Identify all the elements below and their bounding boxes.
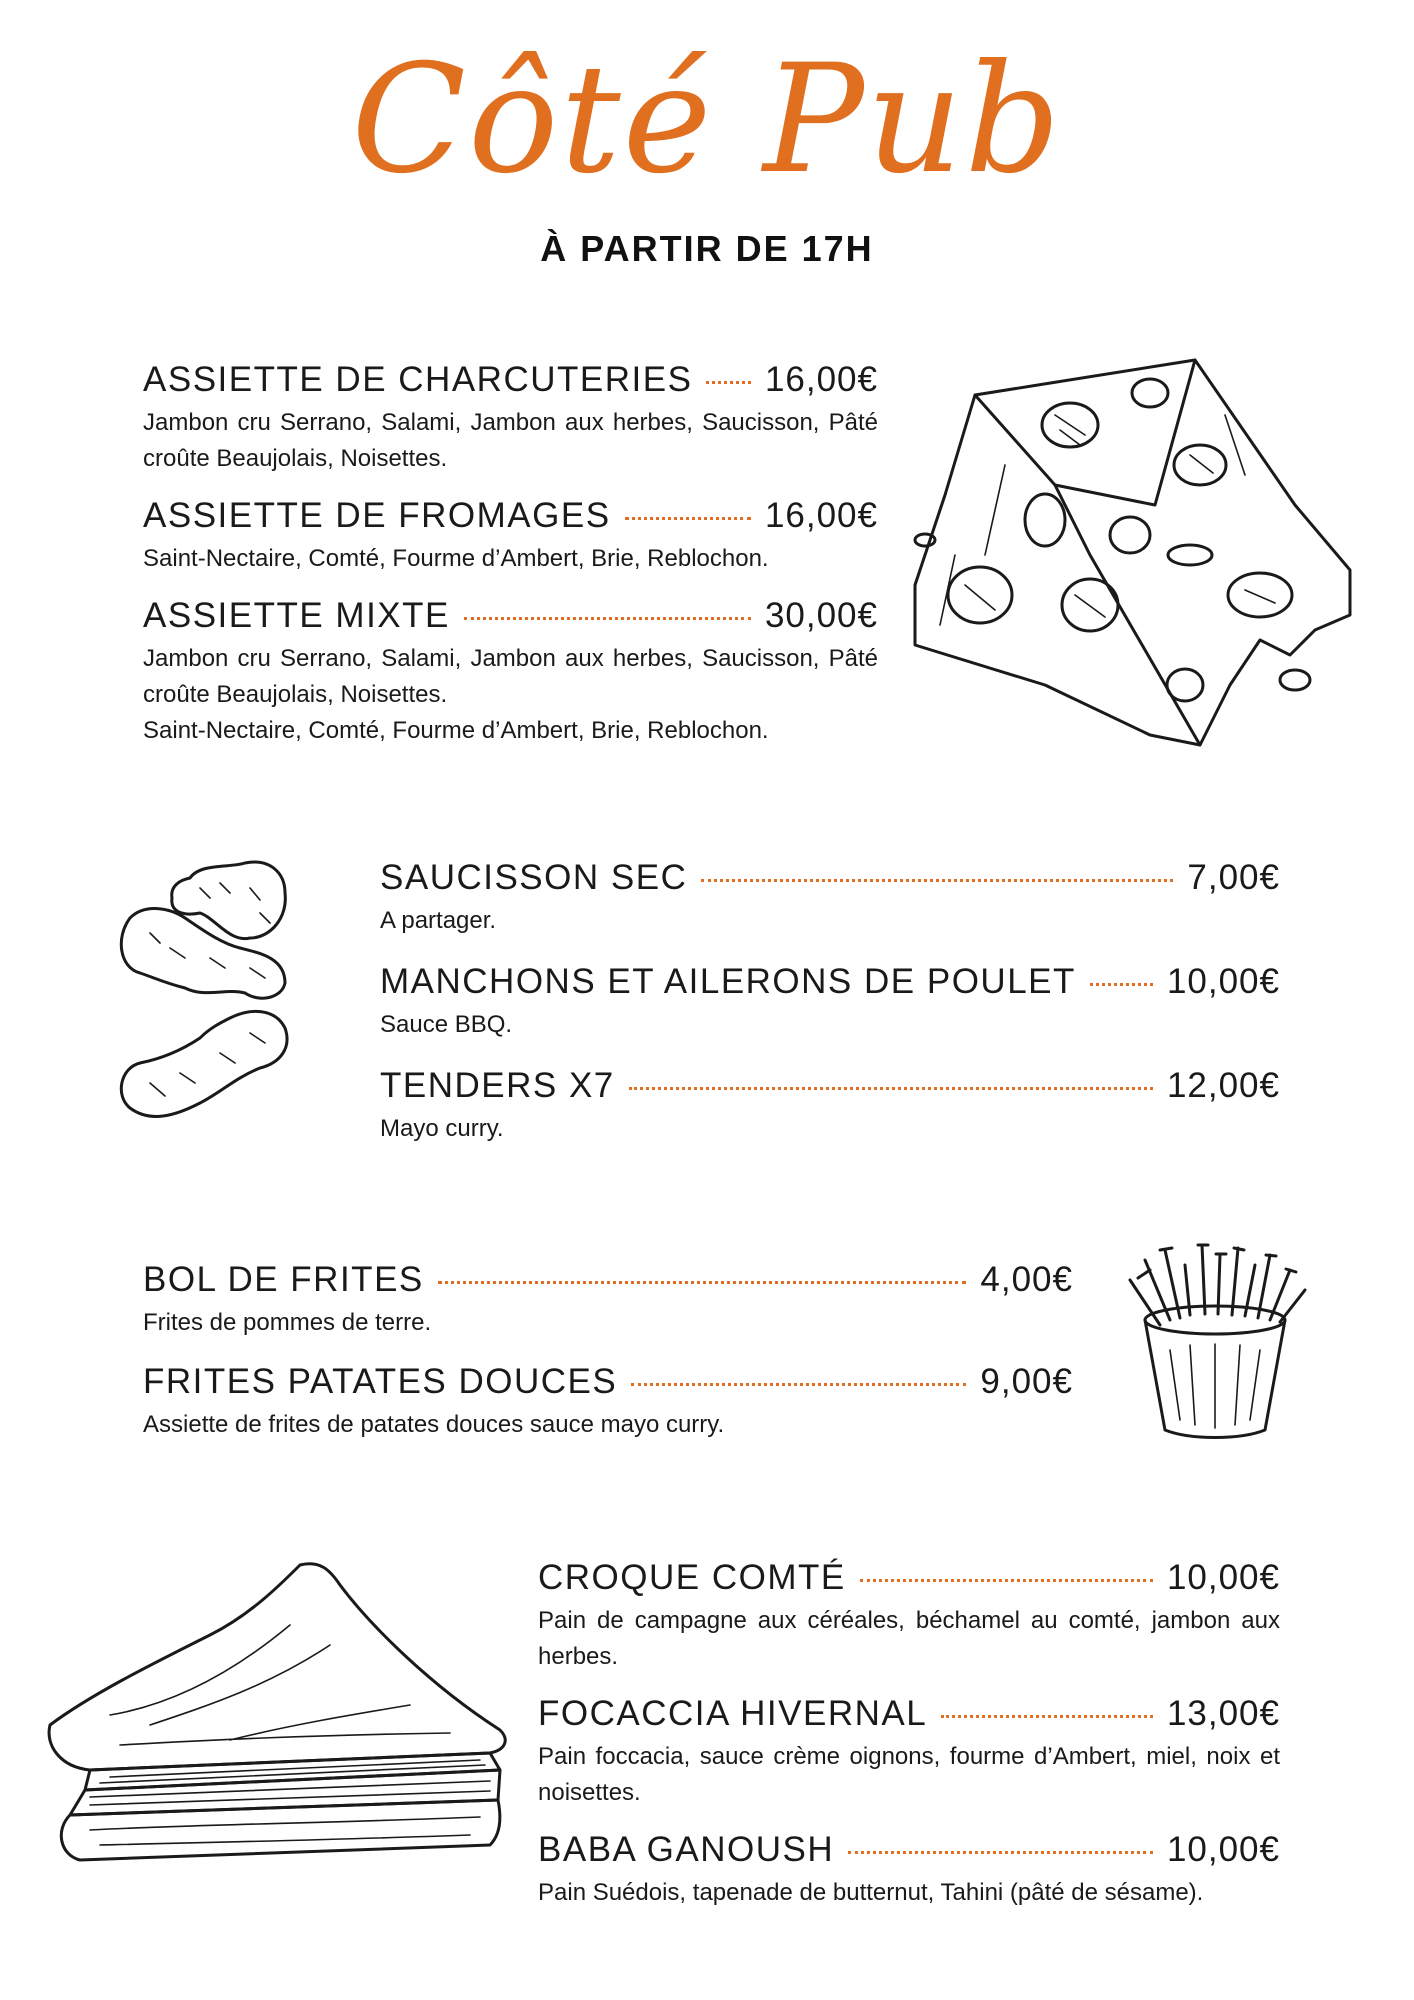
menu-item	[380, 1061, 1280, 1147]
item-description: Jambon cru Serrano, Salami, Jambon aux herbes, Saucisson, Pâté croûte Beaujolais, Noisettes.	[143, 409, 878, 472]
item-name: ASSIETTE DE FROMAGES	[143, 496, 611, 535]
menu-item	[380, 853, 1280, 939]
menu-item	[143, 1255, 1073, 1341]
menu-item	[143, 591, 878, 749]
item-price: 7,00€	[1187, 858, 1280, 897]
item-name: BOL DE FRITES	[143, 1260, 424, 1299]
page-title: Côté Pub	[351, 33, 1063, 207]
dot-leader	[941, 1715, 1153, 1718]
sandwich-illustration	[30, 1555, 510, 1875]
dot-leader	[625, 517, 751, 520]
item-name: FRITES PATATES DOUCES	[143, 1362, 618, 1401]
item-name: MANCHONS ET AILERONS DE POULET	[380, 962, 1076, 1001]
menu-item	[143, 355, 878, 477]
dot-leader	[629, 1087, 1153, 1090]
item-price: 10,00€	[1166, 1830, 1280, 1869]
item-description: Pain Suédois, tapenade de butternut, Tahini (pâté de sésame).	[538, 1879, 1204, 1906]
dot-leader	[631, 1383, 966, 1386]
item-description: Pain de campagne aux céréales, béchamel au comté, jambon aux herbes.	[538, 1607, 1280, 1670]
chicken-illustration	[110, 858, 355, 1128]
item-description: Assiette de frites de patates douces sauce mayo curry.	[143, 1411, 725, 1438]
item-name: TENDERS X7	[380, 1066, 615, 1105]
section-platters	[143, 355, 878, 763]
item-price: 16,00€	[764, 496, 878, 535]
cheese-illustration	[895, 355, 1375, 755]
item-name: ASSIETTE DE CHARCUTERIES	[143, 360, 693, 399]
menu-item	[538, 1825, 1280, 1911]
item-description: Pain foccacia, sauce crème oignons, fourme d’Ambert, miel, noix et noisettes.	[538, 1743, 1280, 1806]
item-description: Frites de pommes de terre.	[143, 1309, 432, 1336]
item-description: Mayo curry.	[380, 1115, 504, 1142]
item-description: Jambon cru Serrano, Salami, Jambon aux herbes, Saucisson, Pâté croûte Beaujolais, Noisettes.	[143, 645, 878, 708]
item-price: 30,00€	[764, 596, 878, 635]
fries-illustration	[1120, 1240, 1310, 1440]
dot-leader	[701, 879, 1173, 882]
item-name: ASSIETTE MIXTE	[143, 596, 450, 635]
section-fries	[143, 1255, 1073, 1457]
item-price: 12,00€	[1166, 1066, 1280, 1105]
item-price: 13,00€	[1166, 1694, 1280, 1733]
item-description: A partager.	[380, 907, 497, 934]
dot-leader	[1090, 983, 1153, 986]
section-snacks	[380, 853, 1280, 1161]
menu-item	[143, 491, 878, 577]
menu-item	[380, 957, 1280, 1043]
item-name: CROQUE COMTÉ	[538, 1558, 846, 1597]
item-price: 9,00€	[980, 1362, 1073, 1401]
item-description-extra: Saint-Nectaire, Comté, Fourme d’Ambert, Brie, Reblochon.	[143, 717, 769, 744]
item-price: 10,00€	[1166, 962, 1280, 1001]
dot-leader	[706, 381, 751, 384]
item-description: Saint-Nectaire, Comté, Fourme d’Ambert, Brie, Reblochon.	[143, 545, 769, 572]
dot-leader	[438, 1281, 967, 1284]
item-price: 16,00€	[764, 360, 878, 399]
menu-item	[538, 1689, 1280, 1811]
dot-leader	[848, 1851, 1153, 1854]
menu-item	[143, 1357, 1073, 1443]
item-name: SAUCISSON SEC	[380, 858, 688, 897]
item-price: 10,00€	[1166, 1558, 1280, 1597]
dot-leader	[860, 1579, 1153, 1582]
item-description: Sauce BBQ.	[380, 1011, 513, 1038]
item-name: BABA GANOUSH	[538, 1830, 835, 1869]
item-name: FOCACCIA HIVERNAL	[538, 1694, 928, 1733]
menu-item	[538, 1553, 1280, 1675]
section-sandwiches	[538, 1553, 1280, 1925]
page-subtitle: À PARTIR DE 17H	[540, 228, 874, 269]
dot-leader	[464, 617, 751, 620]
item-price: 4,00€	[980, 1260, 1073, 1299]
